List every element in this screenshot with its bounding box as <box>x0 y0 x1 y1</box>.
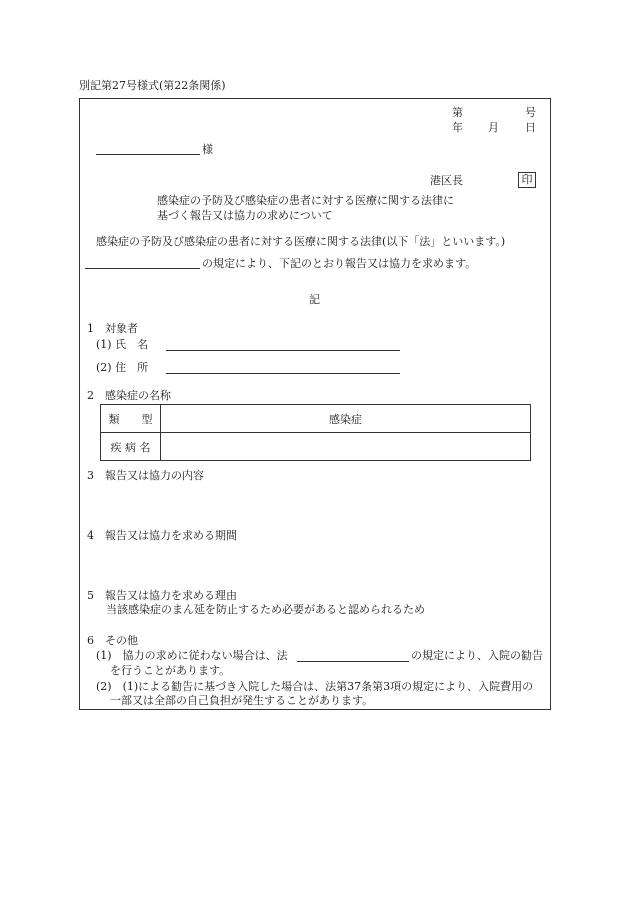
section3-title: 3 報告又は協力の内容 <box>87 469 204 482</box>
item1-law-line <box>297 661 409 662</box>
date-year: 年 <box>452 121 463 134</box>
addressee-suffix: 様 <box>202 143 213 156</box>
issuer: 港区長 <box>430 174 463 187</box>
addressee-line <box>96 154 200 155</box>
body-line-2: の規定により、下記のとおり報告又は協力を求めます。 <box>202 257 477 270</box>
section6-item1-prefix: (1) 協力の求めに従わない場合は、法 <box>96 649 288 662</box>
table-row <box>101 405 531 433</box>
name-field-line <box>166 350 400 351</box>
section1-title: 1 対象者 <box>87 322 138 335</box>
section6-title: 6 その他 <box>87 634 138 647</box>
seal-stamp: 印 <box>518 172 536 188</box>
section5-reason: 当該感染症のまん延を防止するため必要があると認められるため <box>106 603 425 616</box>
section4-title: 4 報告又は協力を求める期間 <box>87 529 237 542</box>
address-field-line <box>166 373 400 374</box>
ki-heading: 記 <box>309 293 320 306</box>
number-go: 号 <box>525 106 536 119</box>
section6-item1-line2: を行うことがあります。 <box>110 664 231 677</box>
section5-title: 5 報告又は協力を求める理由 <box>87 589 237 602</box>
table-row <box>101 433 531 461</box>
number-dai: 第 <box>452 106 463 119</box>
name-label: (1) 氏 名 <box>96 338 149 351</box>
date-day: 日 <box>525 121 536 134</box>
section2-title: 2 感染症の名称 <box>87 389 171 402</box>
date-month: 月 <box>488 121 499 134</box>
type-label: 類 型 <box>101 405 161 433</box>
form-header: 別記第27号様式(第22条関係) <box>79 79 226 92</box>
section6-item2-line1: (2) (1)による勧告に基づき入院した場合は、法第37条第3項の規定により、入院費用の <box>96 680 534 693</box>
type-value: 感染症 <box>161 405 531 433</box>
disease-label: 疾 病 名 <box>101 433 161 461</box>
body-line-1: 感染症の予防及び感染症の患者に対する医療に関する法律(以下「法」といいます。) <box>96 235 506 248</box>
disease-value <box>161 433 531 461</box>
disease-table <box>100 404 531 461</box>
section6-item2-line2: 一部又は全部の自己負担が発生することがあります。 <box>110 694 374 707</box>
subject-line-2: 基づく報告又は協力の求めについて <box>157 209 333 222</box>
subject-line-1: 感染症の予防及び感染症の患者に対する医療に関する法律に <box>157 194 454 207</box>
law-article-line <box>85 268 200 269</box>
section6-item1-suffix: の規定により、入院の勧告 <box>411 649 543 662</box>
address-label: (2) 住 所 <box>96 361 149 374</box>
